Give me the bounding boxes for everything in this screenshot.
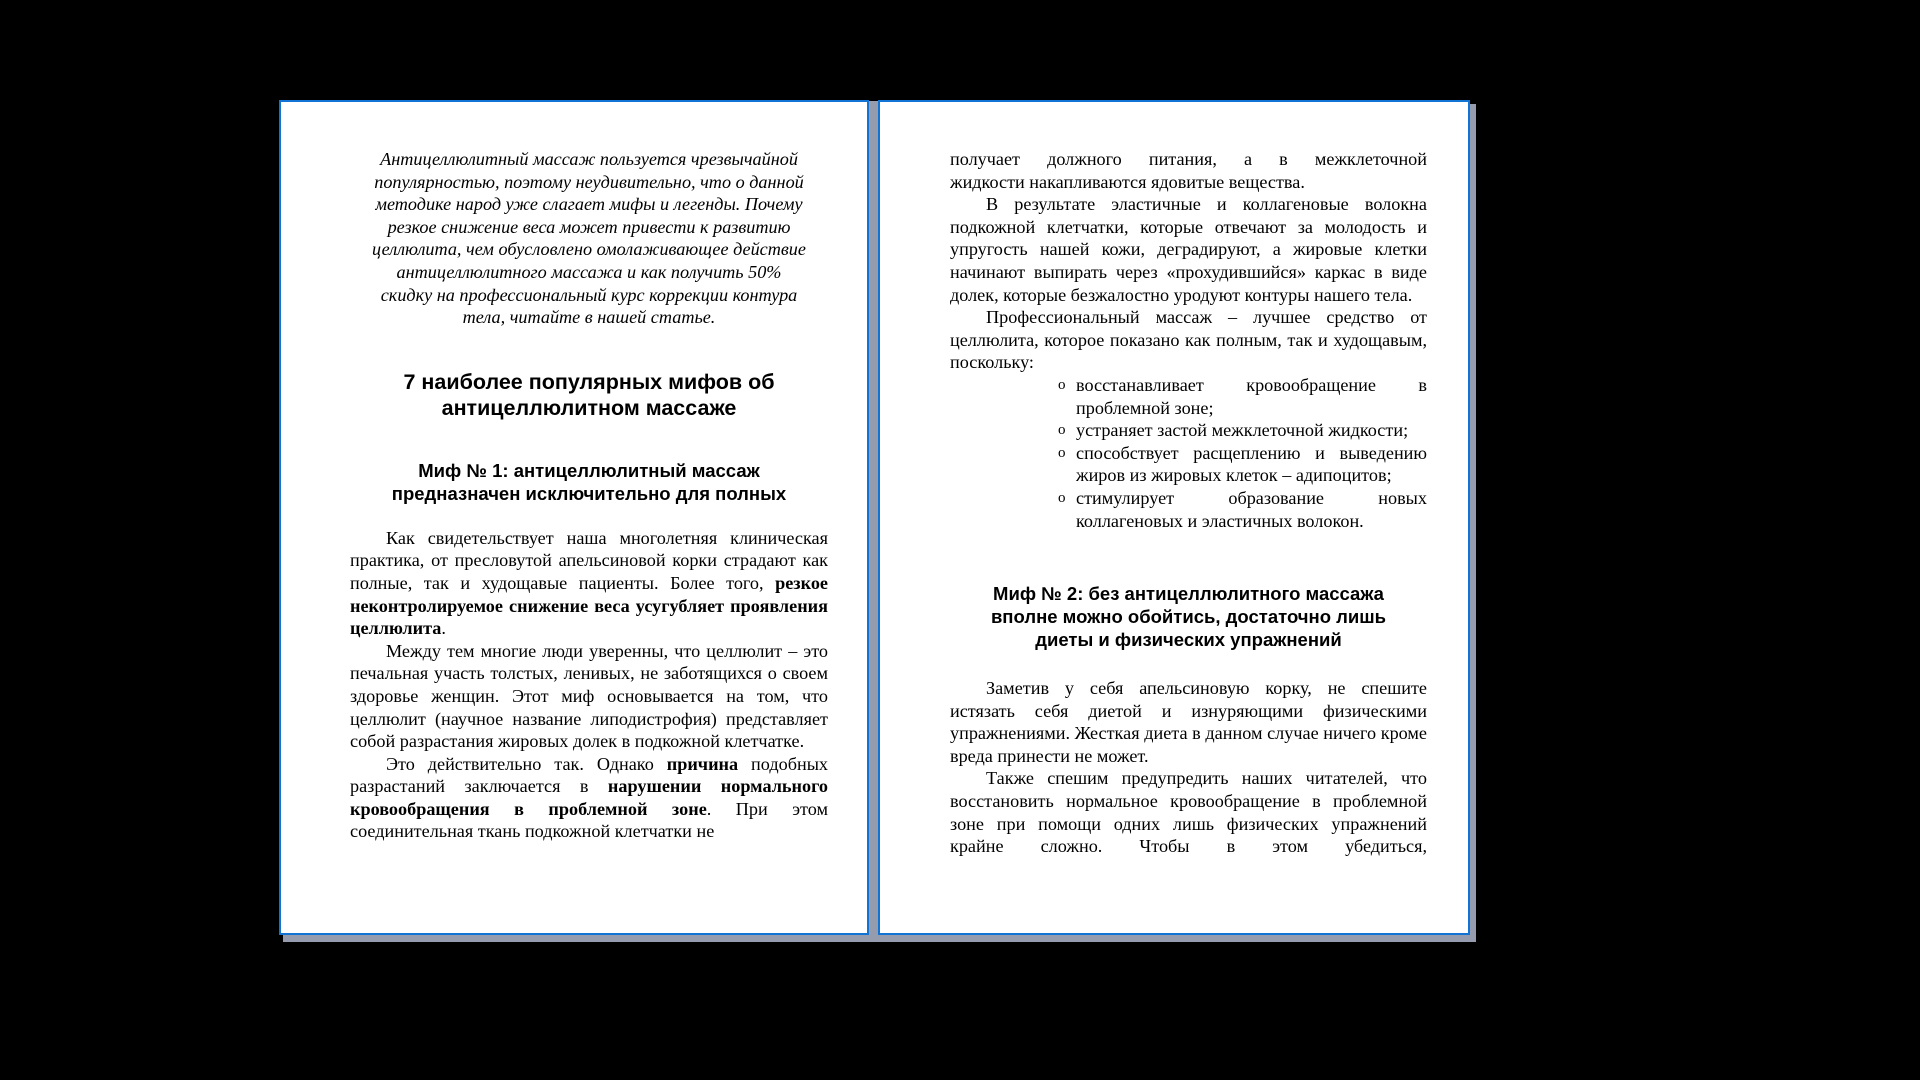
list-item: o стимулирует образование новых коллагеновых и эластичных волокон. [1058,487,1427,531]
myth-2-heading: Миф № 2: без антицеллюлитного массажа вполне можно обойтись, достаточно лишь диеты и физических упражнений [990,583,1387,651]
paragraph: Заметив у себя апельсиновую корку, не спешите истязать себя диетой и изнуряющими физическими упражнениями. Жесткая диета в данном случае ничего кроме вреда принести не может. [950,678,1427,766]
bullet-circle-icon: o [1058,444,1066,461]
right-page [878,100,1470,935]
paragraph: Это действительно так. Однако причина подобных разрастаний заключается в нарушении нормального кровообращения в проблемной зоне. При этом соединительная ткань подкожной клетчатки не [350,753,829,842]
paragraph: Между тем многие люди уверенны, что целлюлит – это печальная участь толстых, ленивых, не заботящихся о своем здоровье женщин. Этот миф основывается на том, что целлюлит (научное название липодистрофия) представляет собой разрастания жировых долек в подкожной клетчатке. [350,640,828,752]
paragraph: Профессиональный массаж – лучшее средство от целлюлита, которое показано как полным, так и худощавым, поскольку: [950,307,1427,373]
paragraph-continued: получает должного питания, а в межклеточной жидкости накапливаются ядовитые вещества. [950,149,1427,192]
intro-paragraph: Антицеллюлитный массаж пользуется чрезвычайной популярностью, поэтому неудивительно, что о данной методике народ уже слагает мифы и легенды. Почему резкое снижение веса может привести к развитию целлюлита, чем обусловлено омолаживающее действие антицеллюлитного массажа и как получить 50% скидку на профессиональный курс коррекции контура тела, читайте в нашей статье. [372,149,806,328]
list-item: o восстанавливает кровообращение в проблемной зоне; [1058,374,1427,418]
bullet-circle-icon: o [1058,422,1066,439]
paragraph: Также спешим предупредить наших читателей, что восстановить нормальное кровообращение в проблемной зоне при помощи одних лишь физических упражнений крайне сложно. Чтобы в этом убедиться, [950,768,1427,857]
bullet-circle-icon: o [1058,376,1066,393]
left-page-content [350,148,828,843]
paragraph: Как свидетельствует наша многолетняя клиническая практика, от пресловутой апельсиновой корки страдают как полные, так и худощавые пациенты. Более того, резкое неконтролируемое снижение веса усугубляет проявления целлюлита. [350,527,828,639]
article-title: 7 наиболее популярных мифов об антицеллюлитном массаже [403,369,775,420]
left-page [279,100,869,935]
list-item: o устраняет застой межклеточной жидкости; [1058,420,1409,441]
paragraph: В результате эластичные и коллагеновые волокна подкожной клетчатки, которые отвечают за молодость и упругость нашей кожи, деградируют, а жировые клетки начинают выпирать через «прохудившийся» каркас в виде долек, которые безжалостно уродуют контуры нашего тела. [950,194,1427,305]
right-page-content [950,148,1427,858]
myth-1-heading: Миф № 1: антицеллюлитный массаж предназначен исключительно для полных [391,459,787,504]
list-item: o способствует расщеплению и выведению жиров из жировых клеток – адипоцитов; [1058,442,1427,486]
bullet-circle-icon: o [1058,489,1066,506]
benefits-list [950,374,1427,532]
